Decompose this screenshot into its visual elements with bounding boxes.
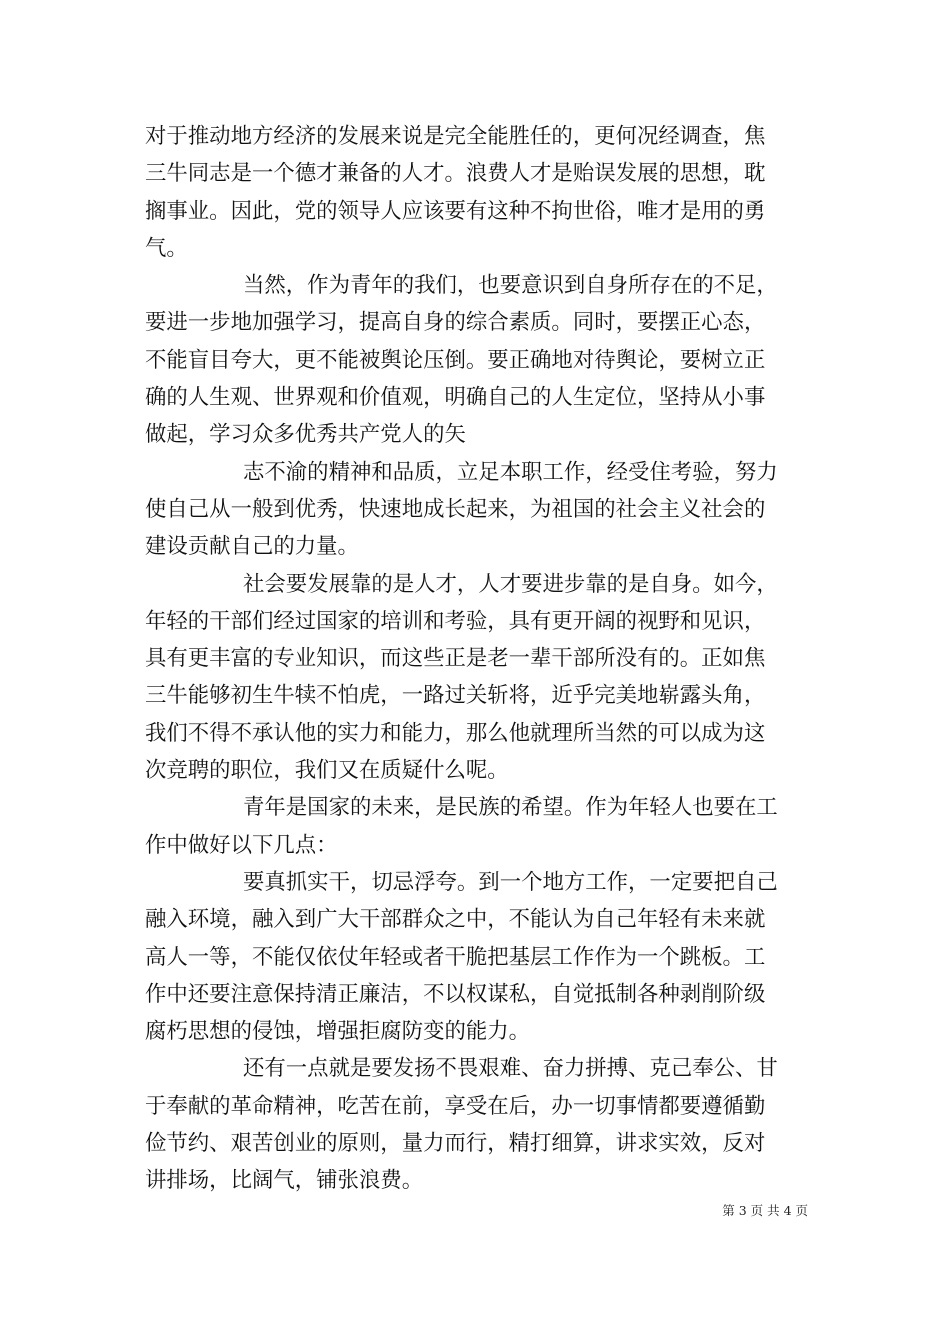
paragraph-6 xyxy=(145,864,810,1050)
paragraph-line: 于奉献的革命精神，吃苦在前，享受在后，办一切事情都要遵循勤 xyxy=(145,1093,766,1119)
paragraph-line: 作中做好以下几点： xyxy=(145,832,338,858)
page-number-footer: 第 3 页 共 4 页 xyxy=(722,1203,808,1218)
paragraph-2 xyxy=(145,267,810,453)
paragraph-line: 社会要发展靠的是人才，人才要进步靠的是自身。如今， xyxy=(243,571,778,597)
paragraph-line: 气。 xyxy=(145,235,188,261)
paragraph-line: 融入环境，融入到广大干部群众之中，不能认为自己年轻有未来就 xyxy=(145,907,766,933)
paragraph-line: 高人一等，不能仅依仗年轻或者干脆把基层工作作为一个跳板。工 xyxy=(145,944,766,970)
paragraph-line: 作中还要注意保持清正廉洁，不以权谋私，自觉抵制各种剥削阶级 xyxy=(145,981,766,1007)
paragraph-line: 次竞聘的职位，我们又在质疑什么呢。 xyxy=(145,758,509,784)
paragraph-line: 建设贡献自己的力量。 xyxy=(145,534,359,560)
paragraph-line: 三牛能够初生牛犊不怕虎，一路过关斩将，近乎完美地崭露头角， xyxy=(145,683,766,709)
paragraph-line: 志不渝的精神和品质，立足本职工作，经受住考验，努力 xyxy=(243,459,778,485)
paragraph-line: 青年是国家的未来，是民族的希望。作为年轻人也要在工 xyxy=(243,795,778,821)
paragraph-line: 三牛同志是一个德才兼备的人才。浪费人才是贻误发展的思想，耽 xyxy=(145,161,766,187)
paragraph-line: 腐朽思想的侵蚀，增强拒腐防变的能力。 xyxy=(145,1019,531,1045)
paragraph-line: 不能盲目夸大，更不能被舆论压倒。要正确地对待舆论，要树立正 xyxy=(145,347,766,373)
paragraph-3 xyxy=(145,454,810,566)
paragraph-line: 对于推动地方经济的发展来说是完全能胜任的，更何况经调查，焦 xyxy=(145,124,766,149)
paragraph-line: 还有一点就是要发扬不畏艰难、奋力拼搏、克己奉公、甘 xyxy=(243,1056,778,1082)
paragraph-line: 讲排场，比阔气，铺张浪费。 xyxy=(145,1168,424,1194)
paragraph-line: 俭节约、艰苦创业的原则，量力而行，精打细算，讲求实效，反对 xyxy=(145,1131,766,1157)
paragraph-5 xyxy=(145,789,810,864)
paragraph-line: 年轻的干部们经过国家的培训和考验，具有更开阔的视野和见识， xyxy=(145,608,766,634)
paragraph-line: 做起，学习众多优秀共产党人的矢 xyxy=(145,422,466,448)
paragraph-line: 我们不得不承认他的实力和能力，那么他就理所当然的可以成为这 xyxy=(145,720,766,746)
paragraph-7 xyxy=(145,1050,810,1199)
paragraph-line: 要真抓实干，切忌浮夸。到一个地方工作，一定要把自己 xyxy=(243,869,778,895)
paragraph-line: 具有更丰富的专业知识，而这些正是老一辈干部所没有的。正如焦 xyxy=(145,646,766,672)
paragraph-line: 确的人生观、世界观和价值观，明确自己的人生定位，坚持从小事 xyxy=(145,385,766,411)
paragraph-line: 当然，作为青年的我们，也要意识到自身所存在的不足， xyxy=(243,273,778,299)
paragraph-line: 搁事业。因此，党的领导人应该要有这种不拘世俗，唯才是用的勇 xyxy=(145,198,766,224)
paragraph-line: 使自己从一般到优秀，快速地成长起来，为祖国的社会主义社会的 xyxy=(145,496,766,522)
document-body xyxy=(145,118,810,1200)
paragraph-1 xyxy=(145,118,810,267)
paragraph-line: 要进一步地加强学习，提高自身的综合素质。同时，要摆正心态， xyxy=(145,310,766,336)
paragraph-4 xyxy=(145,566,810,790)
